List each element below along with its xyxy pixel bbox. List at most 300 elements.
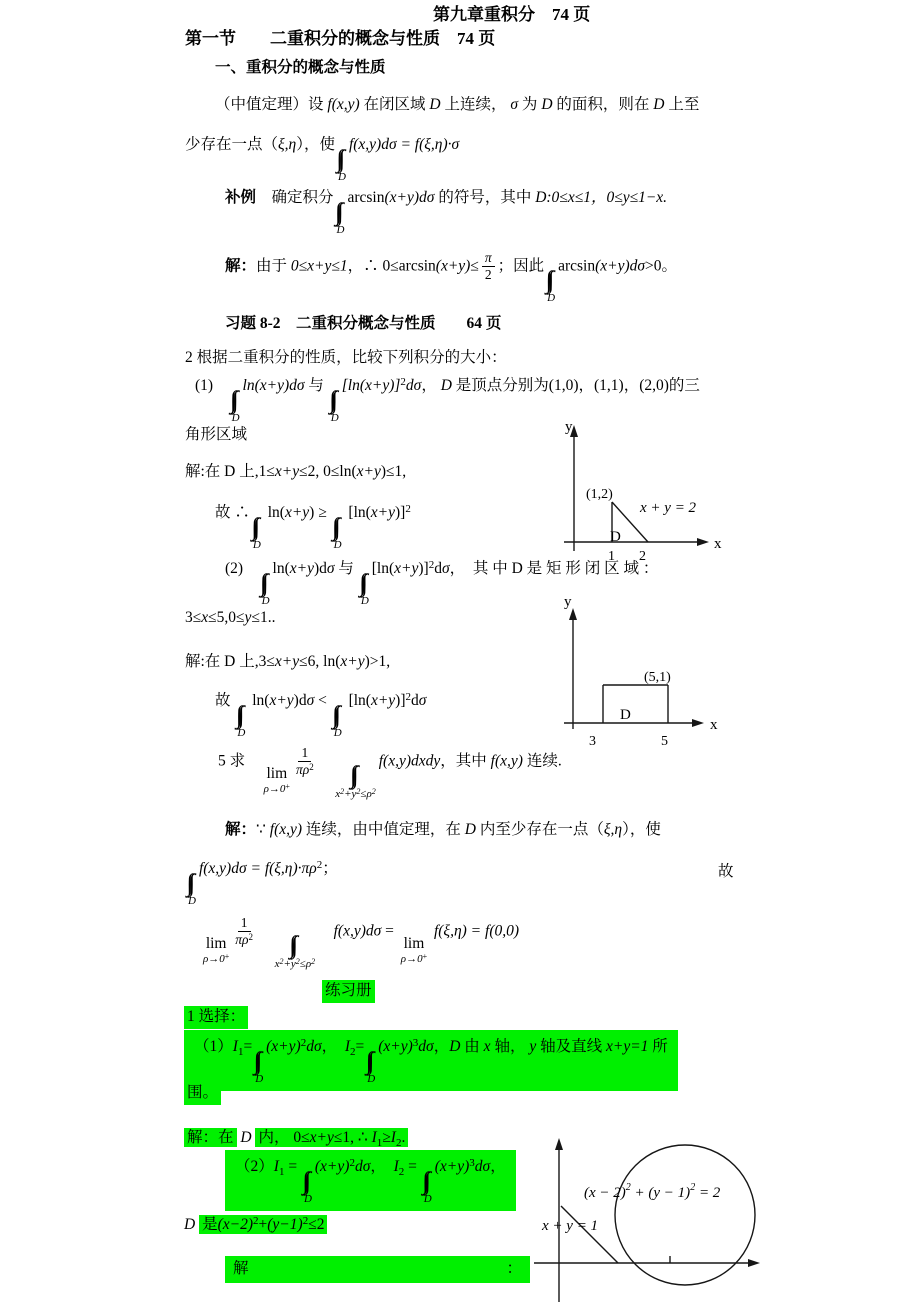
text-run: )]	[395, 692, 406, 709]
text-run: 2 根据二重积分的性质，比较下列积分的大小：	[185, 349, 507, 366]
choice-1	[184, 1030, 678, 1091]
text-run: D	[236, 1129, 256, 1146]
fraction	[296, 745, 314, 778]
double-integral-icon	[275, 934, 316, 970]
text-run: D	[367, 1072, 376, 1085]
line-x-plus-y-1	[561, 1206, 618, 1263]
double-integral-icon	[361, 572, 369, 607]
text-run: x	[201, 609, 209, 626]
diagram-triangle	[540, 418, 750, 570]
text-run: dσ	[354, 1158, 371, 1175]
domain-range	[185, 608, 275, 629]
text-run: dσ	[474, 1158, 491, 1175]
stack-part	[266, 766, 287, 782]
integral-symbol	[238, 704, 246, 728]
text-run: D	[333, 726, 342, 739]
text-run: )]	[418, 560, 429, 577]
text-run: 0≤x+y≤1	[290, 257, 348, 275]
double-integral-icon	[334, 704, 342, 739]
fraction-part	[296, 762, 314, 778]
text-run: lim	[266, 765, 288, 783]
text-run: σ	[306, 692, 315, 709]
y-axis-label: y	[565, 419, 573, 435]
region-circle	[615, 1145, 755, 1285]
text-run: D	[547, 292, 556, 304]
text-run: x+y	[370, 692, 396, 709]
text-run: (x−2)	[217, 1216, 254, 1233]
x-axis-label: x	[710, 717, 718, 733]
text-run: ξ,η	[603, 821, 623, 838]
x-axis-arrow	[697, 538, 709, 546]
text-run: I	[390, 1129, 396, 1146]
text-run: x	[274, 958, 280, 970]
text-run: D	[303, 1192, 312, 1205]
superscript: 3	[469, 1157, 475, 1169]
text-run: ξ,η	[278, 136, 297, 153]
superscript: 2	[300, 1037, 307, 1049]
text-run: f(ξ,η) = f(0,0)	[433, 922, 520, 940]
subscript: 2	[395, 1137, 402, 1149]
text-run: ≤2, 0≤ln(	[299, 463, 357, 480]
diagram-circle	[520, 1130, 810, 1302]
circle-equation-label: $(x - 2)^2 + (y - 1)^2 = 2$	[584, 1182, 721, 1201]
integral-symbol	[304, 1170, 312, 1194]
line-equation-label: x + y = 1	[542, 1218, 599, 1234]
text-run: x+y	[274, 463, 300, 480]
text-run: ：	[506, 1260, 522, 1277]
integral-symbol	[262, 572, 270, 596]
integral-subscript	[275, 958, 316, 970]
double-integral-icon	[424, 1170, 432, 1205]
fraction-part	[235, 932, 253, 948]
text-run: 1 选择：	[187, 1008, 246, 1025]
text-run: =	[243, 1038, 253, 1055]
text-run: 1	[301, 745, 309, 760]
subscript: 1	[237, 1046, 244, 1058]
exercise-heading	[225, 314, 501, 335]
text-run: ρ→0	[400, 952, 423, 965]
integral-subscript	[331, 413, 339, 424]
text-run: 第九章重积分 74 页	[433, 5, 591, 24]
text-run: 内， 0≤	[258, 1129, 310, 1146]
text-run: (2)	[225, 560, 259, 577]
integral-symbol	[361, 572, 369, 596]
text-run: +	[344, 788, 352, 800]
text-run: 2	[484, 267, 492, 283]
text-run: )]	[395, 504, 406, 521]
text-run: 5 求	[218, 752, 261, 770]
text-run: 角形区域	[185, 426, 248, 443]
text-run: x+y=1	[605, 1038, 649, 1055]
superscript: 2	[428, 559, 435, 571]
double-integral-icon	[232, 389, 240, 424]
text-run: =	[284, 1158, 301, 1175]
text-run: 内至少存在一点（	[476, 821, 604, 838]
superscript: 2	[253, 1215, 259, 1227]
integral-subscript	[255, 1074, 263, 1085]
double-integral-icon	[253, 516, 261, 551]
x-tick-1: 3	[589, 734, 596, 749]
text-run: =	[381, 922, 398, 940]
problem2-1-cont	[185, 425, 247, 446]
text-run: 补例	[225, 189, 257, 206]
double-integral-icon	[334, 516, 342, 551]
text-run: 解：	[225, 821, 257, 838]
text-run: f(x,y)	[490, 752, 523, 770]
text-run: (x+y)dσ	[384, 189, 435, 206]
text-run: D	[261, 594, 270, 607]
double-integral-icon	[255, 1050, 263, 1085]
fraction	[482, 250, 495, 283]
text-run: [ln(	[344, 504, 371, 521]
text-run	[256, 922, 272, 939]
text-run: （1）	[194, 1038, 233, 1055]
text-run: ，	[321, 1038, 345, 1055]
text-run: f(x,y)dxdy	[378, 752, 441, 770]
text-run: 的符号，其中	[434, 189, 536, 206]
text-run: 习题 8-2 二重积分概念与性质 64 页	[225, 315, 502, 332]
jie-bar	[225, 1256, 530, 1283]
integral-subscript	[361, 596, 369, 607]
text-run: ≥	[382, 1129, 391, 1146]
text-run: πρ	[295, 762, 310, 778]
text-run: D	[336, 223, 345, 236]
integral-symbol	[334, 516, 342, 540]
text-run: dσ	[418, 1038, 434, 1055]
integral-subscript	[338, 172, 346, 183]
jie-choice1	[184, 1128, 408, 1151]
text-run: 由	[460, 1038, 484, 1055]
superscript: 2	[349, 1157, 355, 1169]
problem2-1	[195, 375, 700, 424]
text-run: D	[231, 411, 240, 424]
integral-subscript	[253, 540, 261, 551]
text-run: [ln(	[371, 560, 395, 577]
text-run: .	[401, 1129, 406, 1146]
fraction-part	[485, 267, 492, 283]
text-run: ，其中	[440, 752, 491, 770]
text-run: 1≤	[258, 463, 275, 480]
text-run: ≤6, ln(	[299, 653, 341, 670]
text-run: x+y	[370, 504, 396, 521]
integral-symbol	[291, 934, 299, 958]
x-tick-2: 5	[661, 734, 668, 749]
jie-1b	[215, 502, 411, 551]
text-run: (x+y)dσ	[595, 257, 646, 275]
text-run: D	[337, 170, 346, 183]
superscript: 2	[248, 932, 254, 943]
text-run: D	[252, 538, 261, 551]
double-integral-icon	[335, 764, 376, 800]
superscript: 2	[279, 957, 284, 966]
double-integral-icon	[331, 389, 339, 424]
text-run: 解：	[225, 257, 257, 275]
text-run: 故	[718, 863, 734, 880]
text-run: I	[393, 1158, 399, 1175]
text-run: D	[423, 1192, 432, 1205]
choice-2	[225, 1150, 516, 1211]
run-group	[199, 1215, 327, 1234]
text-run	[317, 752, 333, 769]
text-run: ∵	[256, 821, 270, 838]
text-run: x+y	[394, 560, 419, 577]
text-run: =	[355, 1038, 365, 1055]
text-run: f(x,y)dσ = f(ξ,η)·σ	[348, 136, 460, 153]
superscript: 2	[302, 1215, 309, 1227]
text-run: D	[237, 726, 246, 739]
text-run: ρ	[366, 788, 372, 800]
text-run: (x+y)	[314, 1158, 350, 1175]
text-run: 故	[215, 692, 235, 709]
text-run: 轴，	[490, 1038, 530, 1055]
mvt-line-1	[215, 95, 699, 116]
integral-symbol	[424, 1170, 432, 1194]
text-run: arcsin	[347, 189, 385, 206]
region-label: D	[610, 529, 621, 545]
text-run: ln(x+y)dσ	[242, 377, 305, 394]
double-integral-icon	[237, 704, 245, 739]
domain-circle-line	[184, 1214, 327, 1236]
jie-2a	[185, 652, 390, 673]
text-run: (y−1)	[267, 1216, 303, 1233]
workbook-heading	[322, 980, 375, 1003]
choose-heading	[184, 1006, 248, 1029]
text-run: dσ	[306, 1038, 322, 1055]
text-run: ln(	[263, 504, 285, 521]
text-run: D	[541, 96, 553, 113]
limit-stack	[401, 936, 427, 964]
diagram-rectangle	[540, 595, 750, 755]
integral-subscript	[334, 540, 342, 551]
integral-symbol	[337, 201, 345, 225]
text-run: ln(	[248, 692, 270, 709]
text-run: 上连续，	[440, 96, 511, 113]
text-run: D	[653, 96, 665, 113]
text-run: 连续.	[522, 752, 562, 770]
text-run: （2）	[235, 1158, 274, 1175]
text-run: 为	[518, 96, 542, 113]
superscript: +	[224, 951, 230, 961]
text-run: ≤	[470, 257, 479, 275]
run-group	[184, 1128, 237, 1147]
subscript: 2	[350, 1046, 356, 1058]
text-run: (x+y)	[378, 1038, 413, 1055]
text-run: I	[273, 1158, 279, 1175]
text-run: （中值定理）设	[215, 96, 328, 113]
x-tick-2: 2	[639, 549, 646, 564]
text-run: σ	[418, 692, 427, 709]
subscript: 2	[398, 1166, 405, 1178]
text-run: 解:在 D 上,	[185, 463, 259, 480]
text-run: D:0≤x≤1，0≤y≤1−x.	[535, 189, 668, 206]
text-run: ），使	[296, 136, 335, 153]
limit-stack	[203, 936, 229, 964]
text-run: 上至	[664, 96, 700, 113]
text-run: dσ	[405, 377, 422, 394]
text-run: >0。	[645, 257, 678, 275]
text-run: 与	[334, 560, 358, 577]
wei-line	[184, 1082, 221, 1105]
limit-stack	[264, 766, 290, 794]
text-run: f(x,y)dσ = f(ξ,η)·πρ	[198, 860, 317, 877]
stack-part	[404, 936, 425, 952]
text-run: (x+y)	[266, 1038, 301, 1055]
integral-subscript	[232, 413, 240, 424]
integral-subscript	[334, 728, 342, 739]
integral-subscript	[262, 596, 270, 607]
integral-symbol	[188, 872, 196, 896]
superscript: 2	[356, 787, 361, 796]
text-run: D	[449, 1038, 461, 1055]
subscript: 1	[376, 1137, 383, 1149]
text-run: (x+y)	[435, 257, 471, 275]
problem2-2	[225, 558, 658, 607]
stack-part	[264, 783, 290, 795]
text-run: )≤1,	[380, 463, 407, 480]
integral-symbol	[334, 704, 342, 728]
text-run: σ	[510, 96, 519, 113]
double-integral-icon	[304, 1170, 312, 1205]
subsection-heading	[215, 58, 386, 79]
x-tick-1: 1	[608, 549, 615, 564]
text-run: ≤5,0≤	[208, 609, 245, 626]
text-run: ，∴ 0≤arcsin	[347, 257, 436, 275]
text-run: [ln(	[344, 692, 371, 709]
text-run: ，	[421, 377, 441, 394]
text-run: x+y	[269, 692, 294, 709]
jie-5b	[185, 858, 338, 907]
text-run: )d	[293, 692, 307, 709]
text-run: 连续，由中值定理，在	[302, 821, 465, 838]
text-run: ≤1..	[251, 609, 276, 626]
text-run: 解:在 D 上,	[185, 653, 259, 670]
gu-label	[718, 862, 734, 883]
corner-label: (5,1)	[644, 670, 671, 685]
integral-subscript	[367, 1074, 375, 1085]
text-run: f(x,y)dσ	[333, 922, 382, 940]
text-run: D	[184, 1216, 200, 1233]
text-run: )d	[313, 560, 327, 577]
superscript: +	[422, 951, 428, 961]
text-run: +	[283, 958, 291, 970]
jie-arcsin-line	[225, 250, 677, 304]
text-run: 一、重积分的概念与性质	[215, 59, 386, 76]
chapter-title	[433, 4, 590, 27]
text-run: 练习册	[325, 982, 372, 999]
superscript: +	[285, 781, 290, 791]
text-run	[318, 922, 334, 939]
text-run: x+y	[309, 1129, 334, 1146]
text-run: 由于	[256, 257, 291, 275]
text-run: 第一节 二重积分的概念与性质 74 页	[185, 29, 496, 48]
integral-symbol	[368, 1050, 376, 1074]
text-run: x	[483, 1038, 491, 1055]
text-run: y	[351, 788, 357, 800]
text-run: x+y	[356, 463, 381, 480]
text-run: 解	[233, 1260, 249, 1277]
text-run: ρ	[305, 958, 312, 970]
text-run: =	[404, 1158, 421, 1175]
superscript: 2	[340, 787, 345, 796]
superscript: 2	[311, 957, 316, 966]
region-label: D	[620, 707, 631, 723]
text-run: ≤	[360, 788, 367, 800]
text-run: 与	[304, 377, 328, 394]
text-run: )>1,	[364, 653, 391, 670]
integral-subscript	[335, 788, 376, 800]
text-run: 1	[240, 915, 248, 930]
fraction-part	[298, 745, 311, 762]
mvt-line-2	[185, 135, 459, 183]
x-axis-arrow	[748, 1259, 760, 1267]
text-run: ，	[490, 1158, 506, 1175]
double-integral-icon	[337, 201, 345, 236]
text-run: D	[333, 538, 342, 551]
fraction-part	[238, 915, 251, 932]
text-run: ），使	[622, 821, 661, 838]
text-run: d	[434, 560, 442, 577]
section-heading	[185, 28, 495, 51]
text-run: 在闭区域	[359, 96, 430, 113]
text-run: 解：在	[187, 1129, 234, 1146]
text-run: y	[529, 1038, 537, 1055]
text-run: (x+y)	[434, 1158, 470, 1175]
text-run: arcsin	[558, 257, 596, 275]
double-integral-icon	[547, 269, 555, 304]
double-integral-icon	[338, 148, 346, 183]
text-run: x+y	[289, 560, 314, 577]
text-run: ；因此	[497, 257, 545, 275]
text-run: ≤	[299, 958, 306, 970]
text-run: ≤1, ∴	[333, 1129, 372, 1146]
text-run: 轴及直线	[536, 1038, 606, 1055]
integral-symbol	[253, 516, 261, 540]
text-run: 故 ∴	[215, 504, 250, 521]
text-run: ， 其 中 D 是 矩 形 闭 区 域 ：	[449, 560, 659, 577]
text-run: 3≤	[258, 653, 275, 670]
text-run: y	[244, 609, 252, 626]
text-run: πρ	[235, 932, 249, 948]
fraction-part	[482, 250, 495, 267]
superscript: 2	[371, 787, 376, 796]
text-run: x+y	[274, 653, 300, 670]
text-run: f(x,y)	[327, 96, 360, 113]
text-run: +	[258, 1216, 268, 1233]
integral-symbol	[331, 389, 339, 413]
x-axis-arrow	[692, 719, 704, 727]
jie-5a	[225, 820, 661, 841]
superscript: 2	[295, 957, 300, 966]
text-run: 围。	[187, 1084, 219, 1101]
limit-eval-line	[200, 915, 519, 970]
text-run: D	[330, 411, 339, 424]
text-run: lim	[403, 935, 425, 953]
problem5	[218, 745, 562, 800]
superscript: 2	[405, 503, 411, 515]
jie-2b	[215, 690, 426, 739]
x-axis-label: x	[714, 536, 722, 552]
text-run: ρ→0	[203, 952, 225, 965]
superscript: 2	[400, 376, 406, 388]
text-run: 3≤	[185, 609, 202, 626]
double-integral-icon	[367, 1050, 375, 1085]
text-run: I	[232, 1038, 238, 1055]
text-run: 所	[648, 1038, 668, 1055]
jie-1a	[185, 462, 406, 483]
text-run: x+y	[340, 653, 365, 670]
integral-symbol	[232, 389, 240, 413]
text-run: 少存在一点（	[185, 136, 279, 153]
